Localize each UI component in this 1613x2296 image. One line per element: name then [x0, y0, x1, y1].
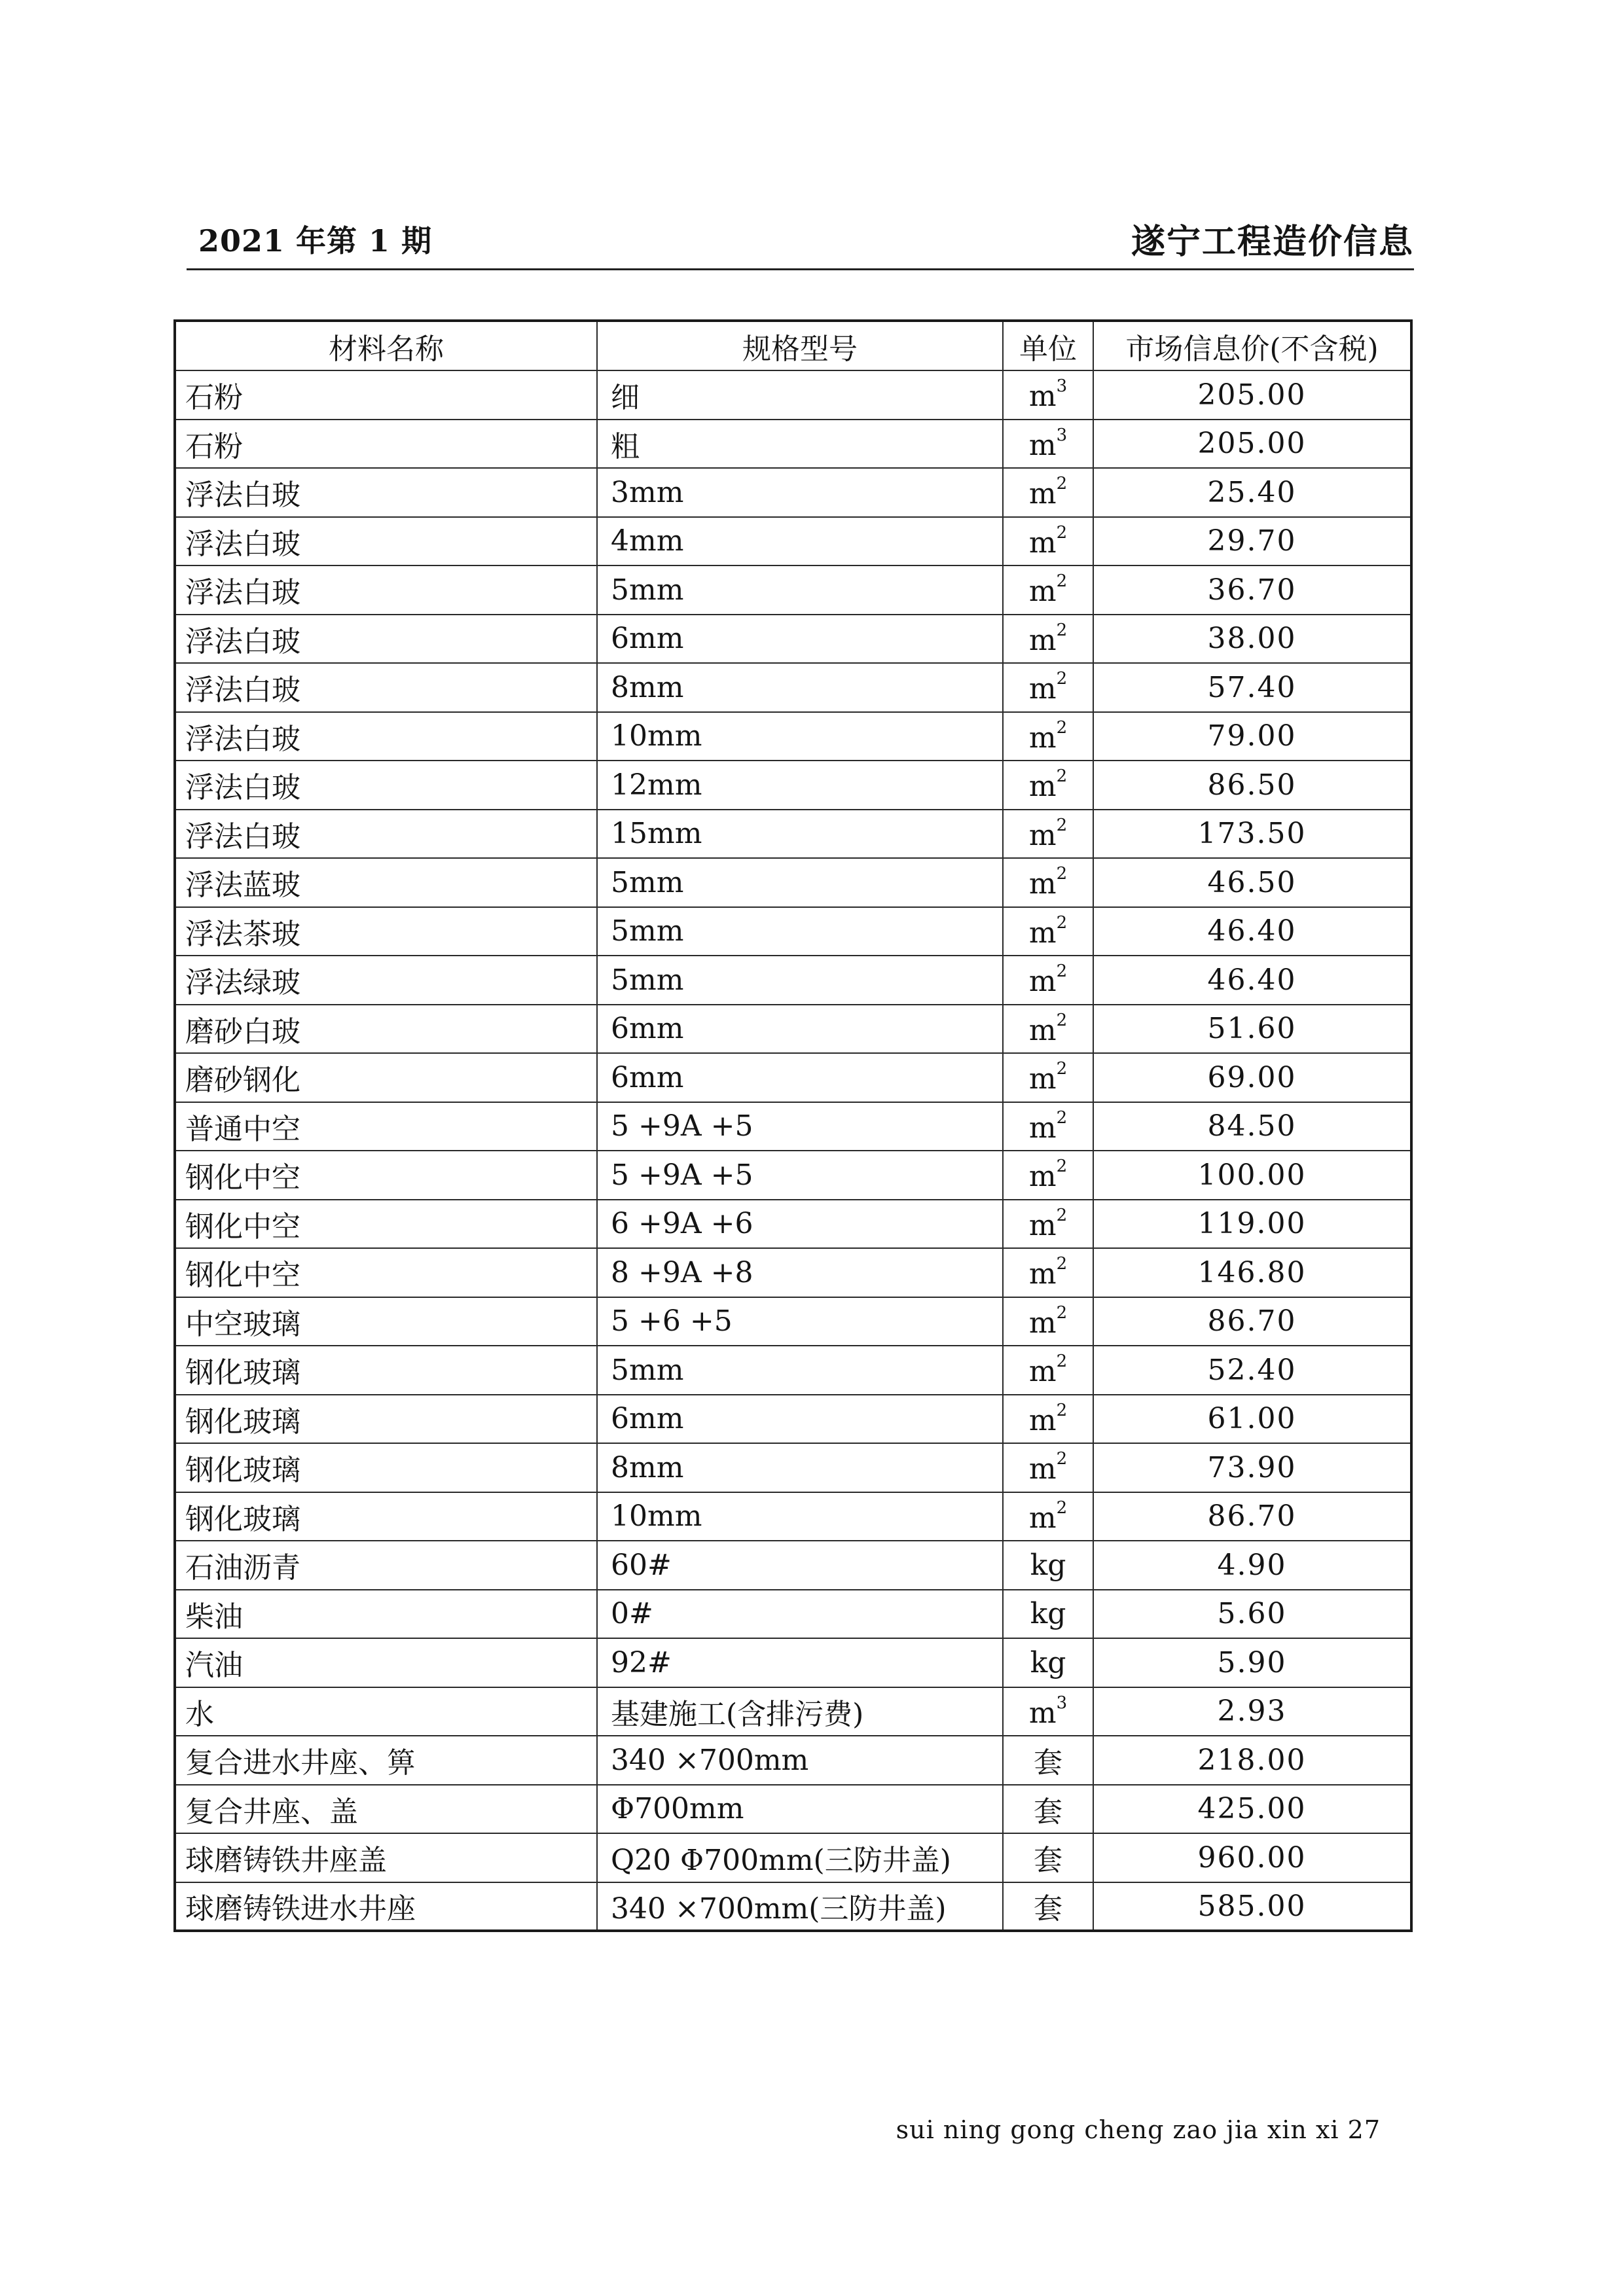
- unit-superscript: 2: [1056, 1157, 1068, 1177]
- table-row: [175, 907, 1411, 956]
- unit-superscript: 2: [1056, 717, 1068, 738]
- unit-base: 套: [1034, 1795, 1062, 1829]
- unit-superscript: 2: [1056, 1205, 1068, 1225]
- price-cell: 960.00: [1093, 1833, 1411, 1882]
- unit-superscript: 2: [1056, 474, 1068, 494]
- price-cell: 100.00: [1093, 1151, 1411, 1200]
- price-cell: 86.50: [1093, 761, 1411, 810]
- price-cell: 29.70: [1093, 517, 1411, 566]
- unit-cell: [1003, 1053, 1093, 1102]
- unit-base: m: [1028, 575, 1057, 609]
- unit-superscript: 2: [1056, 1254, 1068, 1274]
- unit-base: m: [1028, 1111, 1057, 1145]
- journal-title: 遂宁工程造价信息: [1131, 222, 1414, 262]
- price-cell: 205.00: [1093, 420, 1411, 469]
- table-row: [175, 858, 1411, 907]
- unit-cell: [1003, 1248, 1093, 1297]
- unit-cell: [1003, 1443, 1093, 1492]
- unit-base: m: [1028, 1501, 1057, 1535]
- unit-superscript: 2: [1056, 669, 1068, 689]
- unit-cell: [1003, 1736, 1093, 1785]
- unit-cell: [1003, 663, 1093, 712]
- unit-cell: [1003, 468, 1093, 517]
- price-cell: 36.70: [1093, 565, 1411, 615]
- spec-cell: 5 +9A +5: [597, 1151, 1003, 1200]
- unit-cell: [1003, 907, 1093, 956]
- material-name-cell: 石粉: [175, 420, 597, 469]
- spec-cell: 8mm: [597, 663, 1003, 712]
- spec-cell: 340 ×700mm: [597, 1736, 1003, 1785]
- unit-superscript: 2: [1056, 766, 1068, 787]
- spec-cell: 6mm: [597, 1053, 1003, 1102]
- unit-base: 套: [1034, 1746, 1062, 1780]
- material-name-cell: 钢化中空: [175, 1200, 597, 1249]
- unit-superscript: 2: [1056, 571, 1068, 592]
- issue-label: 2021 年第 1 期: [198, 223, 433, 259]
- unit-superscript: 2: [1056, 815, 1068, 835]
- spec-cell: 5 +6 +5: [597, 1297, 1003, 1346]
- unit-superscript: 2: [1056, 1352, 1068, 1372]
- material-name-cell: 柴油: [175, 1590, 597, 1639]
- material-name-cell: 浮法白玻: [175, 810, 597, 859]
- material-name-cell: 浮法白玻: [175, 468, 597, 517]
- table-row: [175, 663, 1411, 712]
- unit-cell: [1003, 420, 1093, 469]
- price-cell: 84.50: [1093, 1102, 1411, 1151]
- unit-base: m: [1028, 380, 1057, 414]
- spec-cell: 92#: [597, 1638, 1003, 1687]
- price-cell: 5.90: [1093, 1638, 1411, 1687]
- price-cell: 4.90: [1093, 1541, 1411, 1590]
- unit-superscript: 2: [1056, 1498, 1068, 1518]
- unit-superscript: 2: [1056, 1010, 1068, 1030]
- price-cell: 25.40: [1093, 468, 1411, 517]
- spec-cell: 5mm: [597, 956, 1003, 1005]
- unit-cell: [1003, 1297, 1093, 1346]
- unit-cell: [1003, 1200, 1093, 1249]
- unit-base: m: [1028, 1696, 1057, 1730]
- unit-base: m: [1028, 721, 1057, 755]
- price-cell: 585.00: [1093, 1882, 1411, 1931]
- price-cell: 86.70: [1093, 1297, 1411, 1346]
- unit-cell: [1003, 956, 1093, 1005]
- table-row: [175, 712, 1411, 761]
- material-name-cell: 浮法白玻: [175, 615, 597, 664]
- unit-cell: [1003, 370, 1093, 420]
- material-name-cell: 汽油: [175, 1638, 597, 1687]
- table-row: [175, 1200, 1411, 1249]
- price-cell: 69.00: [1093, 1053, 1411, 1102]
- spec-cell: 5mm: [597, 1346, 1003, 1395]
- spec-cell: Q20 Φ700mm(三防井盖): [597, 1833, 1003, 1882]
- table-row: [175, 956, 1411, 1005]
- unit-superscript: 3: [1056, 376, 1068, 397]
- spec-cell: 5mm: [597, 858, 1003, 907]
- unit-cell: [1003, 1102, 1093, 1151]
- unit-base: m: [1028, 1257, 1057, 1291]
- material-name-cell: 钢化中空: [175, 1151, 597, 1200]
- table-row: [175, 1882, 1411, 1931]
- price-cell: 425.00: [1093, 1785, 1411, 1834]
- spec-cell: 6mm: [597, 1005, 1003, 1054]
- material-name-cell: 石粉: [175, 370, 597, 420]
- table-row: [175, 1346, 1411, 1395]
- price-cell: 57.40: [1093, 663, 1411, 712]
- unit-cell: [1003, 1833, 1093, 1882]
- material-name-cell: 复合井座、盖: [175, 1785, 597, 1834]
- column-header-spec: 规格型号: [597, 321, 1003, 370]
- spec-cell: 6mm: [597, 1395, 1003, 1444]
- unit-base: kg: [1030, 1645, 1066, 1679]
- unit-cell: [1003, 858, 1093, 907]
- spec-cell: 4mm: [597, 517, 1003, 566]
- price-cell: 46.40: [1093, 956, 1411, 1005]
- spec-cell: 细: [597, 370, 1003, 420]
- material-name-cell: 普通中空: [175, 1102, 597, 1151]
- unit-base: m: [1028, 623, 1057, 657]
- table-row: [175, 420, 1411, 469]
- unit-base: m: [1028, 526, 1057, 560]
- price-cell: 79.00: [1093, 712, 1411, 761]
- unit-base: m: [1028, 1355, 1057, 1389]
- unit-base: m: [1028, 1306, 1057, 1340]
- table-row: [175, 565, 1411, 615]
- spec-cell: 8mm: [597, 1443, 1003, 1492]
- material-name-cell: 磨砂白玻: [175, 1005, 597, 1054]
- price-cell: 86.70: [1093, 1492, 1411, 1541]
- table-row: [175, 1053, 1411, 1102]
- table-row: [175, 1590, 1411, 1639]
- unit-superscript: 2: [1056, 1302, 1068, 1323]
- unit-cell: [1003, 1005, 1093, 1054]
- unit-base: kg: [1030, 1548, 1066, 1582]
- material-name-cell: 钢化中空: [175, 1248, 597, 1297]
- table-row: [175, 468, 1411, 517]
- table-row: [175, 1638, 1411, 1687]
- unit-cell: [1003, 810, 1093, 859]
- unit-base: m: [1028, 1013, 1057, 1047]
- unit-cell: [1003, 1687, 1093, 1736]
- material-name-cell: 水: [175, 1687, 597, 1736]
- table-row: [175, 1687, 1411, 1736]
- spec-cell: 5 +9A +5: [597, 1102, 1003, 1151]
- unit-cell: [1003, 712, 1093, 761]
- spec-cell: 基建施工(含排污费): [597, 1687, 1003, 1736]
- table-row: [175, 1443, 1411, 1492]
- price-cell: 46.50: [1093, 858, 1411, 907]
- price-cell: 119.00: [1093, 1200, 1411, 1249]
- unit-superscript: 2: [1056, 1400, 1068, 1420]
- unit-superscript: 2: [1056, 620, 1068, 640]
- price-table-container: [173, 319, 1413, 1932]
- unit-base: 套: [1034, 1892, 1062, 1926]
- spec-cell: 3mm: [597, 468, 1003, 517]
- material-name-cell: 复合进水井座、箅: [175, 1736, 597, 1785]
- price-table: [173, 319, 1413, 1932]
- price-cell: 205.00: [1093, 370, 1411, 420]
- unit-base: kg: [1030, 1597, 1066, 1631]
- unit-superscript: 2: [1056, 912, 1068, 933]
- table-row: [175, 1102, 1411, 1151]
- table-row: [175, 615, 1411, 664]
- table-row: [175, 810, 1411, 859]
- spec-cell: 15mm: [597, 810, 1003, 859]
- unit-base: m: [1028, 672, 1057, 706]
- material-name-cell: 浮法蓝玻: [175, 858, 597, 907]
- unit-base: m: [1028, 428, 1057, 462]
- price-cell: 218.00: [1093, 1736, 1411, 1785]
- page-header: [187, 209, 1414, 270]
- material-name-cell: 浮法绿玻: [175, 956, 597, 1005]
- material-name-cell: 钢化玻璃: [175, 1492, 597, 1541]
- unit-cell: [1003, 565, 1093, 615]
- material-name-cell: 浮法白玻: [175, 712, 597, 761]
- unit-cell: [1003, 1151, 1093, 1200]
- material-name-cell: 钢化玻璃: [175, 1443, 597, 1492]
- unit-cell: [1003, 1395, 1093, 1444]
- column-header-name: 材料名称: [175, 321, 597, 370]
- unit-cell: [1003, 1638, 1093, 1687]
- price-cell: 146.80: [1093, 1248, 1411, 1297]
- table-row: [175, 1248, 1411, 1297]
- spec-cell: 5mm: [597, 565, 1003, 615]
- table-row: [175, 1736, 1411, 1785]
- unit-cell: [1003, 1882, 1093, 1931]
- price-cell: 61.00: [1093, 1395, 1411, 1444]
- column-header-unit: 单位: [1003, 321, 1093, 370]
- unit-base: m: [1028, 965, 1057, 999]
- unit-cell: [1003, 1590, 1093, 1639]
- unit-base: m: [1028, 770, 1057, 804]
- unit-base: m: [1028, 916, 1057, 950]
- material-name-cell: 浮法白玻: [175, 663, 597, 712]
- spec-cell: 6mm: [597, 615, 1003, 664]
- unit-base: m: [1028, 1403, 1057, 1437]
- unit-superscript: 3: [1056, 1693, 1068, 1713]
- unit-base: m: [1028, 818, 1057, 852]
- unit-superscript: 2: [1056, 1449, 1068, 1469]
- table-row: [175, 1151, 1411, 1200]
- material-name-cell: 钢化玻璃: [175, 1395, 597, 1444]
- unit-base: m: [1028, 1160, 1057, 1194]
- spec-cell: 60#: [597, 1541, 1003, 1590]
- spec-cell: Φ700mm: [597, 1785, 1003, 1834]
- unit-superscript: 2: [1056, 1107, 1068, 1128]
- table-row: [175, 761, 1411, 810]
- column-header-price: 市场信息价(不含税): [1093, 321, 1411, 370]
- unit-superscript: 2: [1056, 1059, 1068, 1079]
- material-name-cell: 中空玻璃: [175, 1297, 597, 1346]
- unit-cell: [1003, 1541, 1093, 1590]
- material-name-cell: 磨砂钢化: [175, 1053, 597, 1102]
- spec-cell: 10mm: [597, 1492, 1003, 1541]
- spec-cell: 8 +9A +8: [597, 1248, 1003, 1297]
- table-row: [175, 1785, 1411, 1834]
- unit-superscript: 3: [1056, 425, 1068, 445]
- price-cell: 46.40: [1093, 907, 1411, 956]
- material-name-cell: 浮法白玻: [175, 761, 597, 810]
- unit-base: 套: [1034, 1844, 1062, 1878]
- table-row: [175, 1005, 1411, 1054]
- unit-superscript: 2: [1056, 522, 1068, 543]
- unit-superscript: 2: [1056, 961, 1068, 982]
- material-name-cell: 石油沥青: [175, 1541, 597, 1590]
- price-cell: 73.90: [1093, 1443, 1411, 1492]
- page-footer: sui ning gong cheng zao jia xin xi 27: [896, 2115, 1381, 2144]
- unit-base: m: [1028, 1208, 1057, 1242]
- spec-cell: 340 ×700mm(三防井盖): [597, 1882, 1003, 1931]
- table-header-row: [175, 321, 1411, 370]
- unit-superscript: 2: [1056, 864, 1068, 884]
- table-row: [175, 1297, 1411, 1346]
- spec-cell: 5mm: [597, 907, 1003, 956]
- price-cell: 2.93: [1093, 1687, 1411, 1736]
- unit-cell: [1003, 517, 1093, 566]
- unit-base: m: [1028, 1062, 1057, 1096]
- spec-cell: 10mm: [597, 712, 1003, 761]
- table-body: [175, 370, 1411, 1931]
- material-name-cell: 球磨铸铁井座盖: [175, 1833, 597, 1882]
- spec-cell: 12mm: [597, 761, 1003, 810]
- unit-cell: [1003, 1785, 1093, 1834]
- unit-cell: [1003, 1346, 1093, 1395]
- material-name-cell: 浮法白玻: [175, 517, 597, 566]
- price-cell: 52.40: [1093, 1346, 1411, 1395]
- price-cell: 51.60: [1093, 1005, 1411, 1054]
- table-row: [175, 370, 1411, 420]
- price-cell: 38.00: [1093, 615, 1411, 664]
- table-row: [175, 517, 1411, 566]
- spec-cell: 6 +9A +6: [597, 1200, 1003, 1249]
- unit-cell: [1003, 1492, 1093, 1541]
- table-row: [175, 1833, 1411, 1882]
- spec-cell: 0#: [597, 1590, 1003, 1639]
- unit-cell: [1003, 761, 1093, 810]
- table-row: [175, 1395, 1411, 1444]
- price-cell: 5.60: [1093, 1590, 1411, 1639]
- material-name-cell: 浮法白玻: [175, 565, 597, 615]
- material-name-cell: 球磨铸铁进水井座: [175, 1882, 597, 1931]
- spec-cell: 粗: [597, 420, 1003, 469]
- price-cell: 173.50: [1093, 810, 1411, 859]
- material-name-cell: 钢化玻璃: [175, 1346, 597, 1395]
- table-row: [175, 1541, 1411, 1590]
- unit-base: m: [1028, 477, 1057, 511]
- unit-base: m: [1028, 1452, 1057, 1486]
- unit-base: m: [1028, 867, 1057, 901]
- unit-cell: [1003, 615, 1093, 664]
- material-name-cell: 浮法茶玻: [175, 907, 597, 956]
- table-row: [175, 1492, 1411, 1541]
